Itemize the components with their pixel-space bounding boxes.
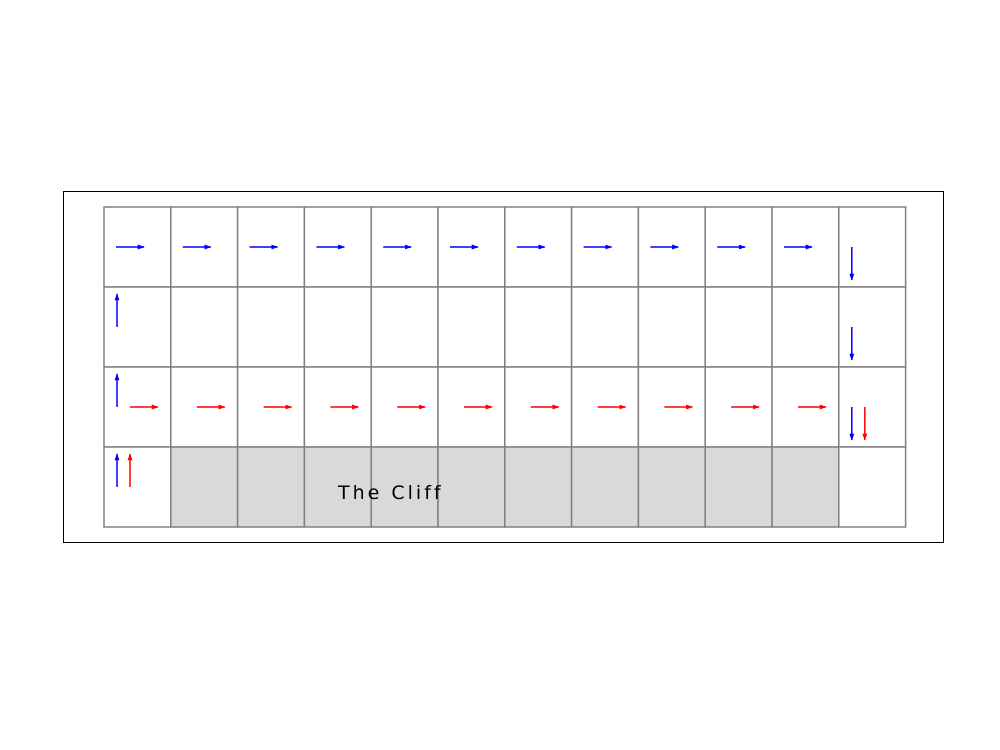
cliff-cell xyxy=(505,447,572,527)
grid-cell xyxy=(772,287,839,367)
grid-cell xyxy=(839,367,906,447)
cliff-label: The Cliff xyxy=(338,482,444,504)
grid-cell xyxy=(438,287,505,367)
figure-frame xyxy=(63,191,944,543)
grid-cell xyxy=(505,287,572,367)
grid-cells xyxy=(104,207,906,527)
grid-cell xyxy=(572,287,639,367)
grid-cell xyxy=(304,287,371,367)
grid-cell xyxy=(638,287,705,367)
cliff-cell xyxy=(705,447,772,527)
grid-cell xyxy=(104,287,171,367)
cliff-cell xyxy=(238,447,305,527)
grid-cell xyxy=(238,287,305,367)
grid-cell xyxy=(839,287,906,367)
cliff-cell xyxy=(772,447,839,527)
cliff-grid xyxy=(64,192,945,544)
grid-cell xyxy=(371,287,438,367)
cliff-cell xyxy=(572,447,639,527)
grid-cell xyxy=(839,447,906,527)
grid-cell xyxy=(705,287,772,367)
cliff-cell xyxy=(171,447,238,527)
grid-cell xyxy=(839,207,906,287)
grid-cell xyxy=(171,287,238,367)
cliff-cell xyxy=(638,447,705,527)
cliff-cell xyxy=(438,447,505,527)
grid-cell xyxy=(104,447,171,527)
